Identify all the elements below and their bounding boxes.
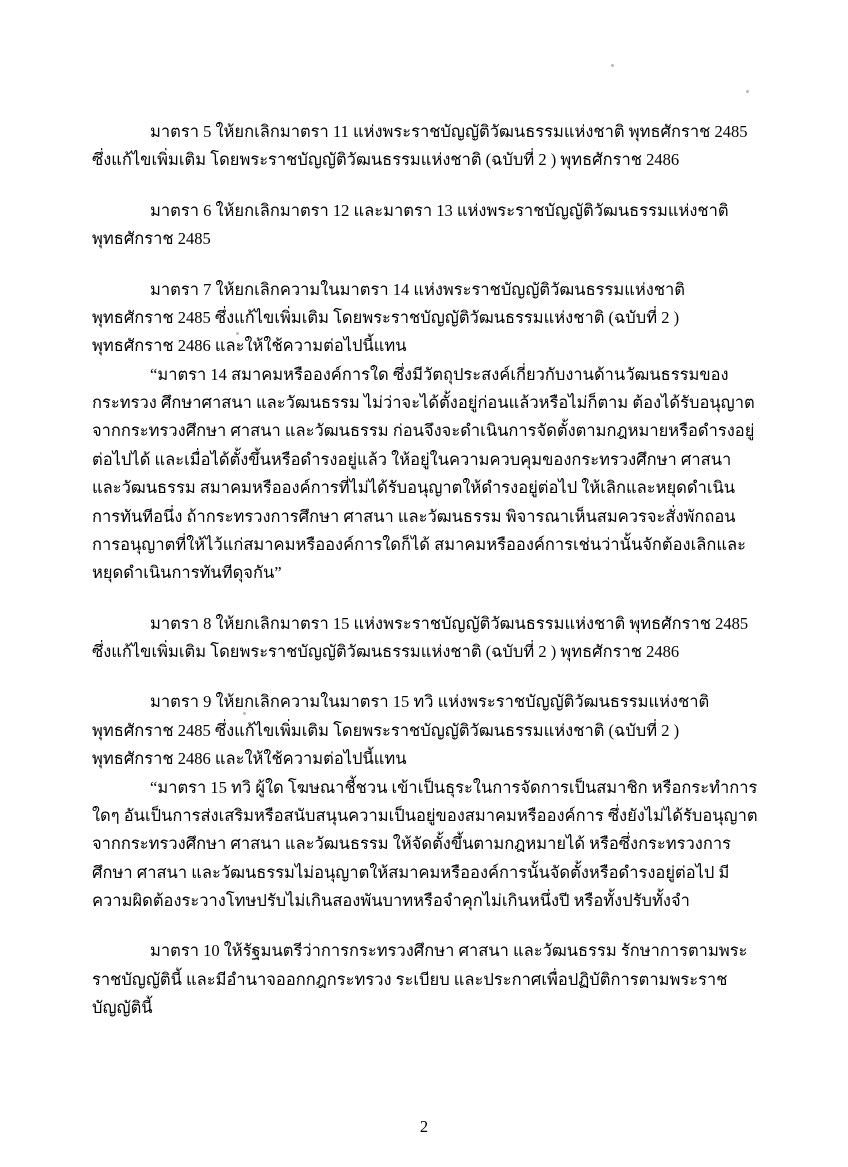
paragraph-spacer bbox=[92, 254, 758, 276]
scan-speck bbox=[243, 712, 246, 715]
paragraph-section-9 bbox=[92, 688, 758, 773]
paragraph-section-5 bbox=[92, 118, 758, 175]
paragraph-section-6 bbox=[92, 197, 758, 254]
paragraph-text: “มาตรา 14 สมาคมหรือองค์การใด ซึ่งมีวัตถุประสงค์เกี่ยวกับงานด้านวัฒนธรรมของกระทรวง ศึกษาศาสนา และวัฒนธรรม ไม่ว่าจะได้ตั้งอยู่ก่อนแล้วหรือไม่ก็ตาม ต้องได้รับอนุญาตจากกระทรวงศึกษา ศาสนา และวัฒนธรรม ก่อนจึงจะดำเนินการจัดตั้งตามกฎหมายหรือดำรงอยู่ต่อไปได้ และเมื่อได้ตั้งขึ้นหรือดำรงอยู่แล้ว ให้อยู่ในความควบคุมของกระทรวงศึกษา ศาสนา และวัฒนธรรม สมาคมหรือองค์การที่ไม่ได้รับอนุญาตให้ดำรงอยู่ต่อไป ให้เลิกและหยุดดำเนินการทันทีอนึ่ง ถ้ากระทรวงการศึกษา ศาสนา และวัฒนธรรม พิจารณาเห็นสมควรจะสั่งพักถอนการอนุญาตที่ให้ไว้แก่สมาคมหรือองค์การใดก็ได้ สมาคมหรือองค์การเช่นว่านั้นจักต้องเลิกและหยุดดำเนินการทันทีดุจกัน” bbox=[92, 364, 755, 583]
scan-speck bbox=[236, 332, 239, 335]
paragraph-spacer bbox=[92, 175, 758, 197]
paragraph-section-15-thawi-quote bbox=[92, 774, 758, 916]
paragraph-spacer bbox=[92, 588, 758, 610]
paragraph-text: “มาตรา 15 ทวิ ผู้ใด โฆษณาชี้ชวน เข้าเป็นธุระในการจัดการเป็นสมาชิก หรือกระทำการใดๆ อันเป็นการส่งเสริมหรือสนับสนุนความเป็นอยู่ของสมาคมหรือองค์การ ซึ่งยังไม่ได้รับอนุญาตจากกระทรวงศึกษา ศาสนา และวัฒนธรรม ให้จัดตั้งขึ้นตามกฎหมายได้ หรือซึ่งกระทรวงการศึกษา ศาสนา และวัฒนธรรมไม่อนุญาตให้สมาคมหรือองค์การนั้นจัดตั้งหรือดำรงอยู่ต่อไป มีความผิดต้องระวางโทษปรับไม่เกินสองพันบาทหรือจำคุกไม่เกินหนึ่งปี หรือทั้งปรับทั้งจำ bbox=[92, 777, 758, 910]
paragraph-spacer bbox=[92, 915, 758, 937]
paragraph-section-8 bbox=[92, 610, 758, 667]
page-number: 2 bbox=[419, 1117, 429, 1136]
document-body bbox=[92, 118, 758, 1023]
paragraph-text: มาตรา 8 ให้ยกเลิกมาตรา 15 แห่งพระราชบัญญัติวัฒนธรรมแห่งชาติ พุทธศักราช 2485 ซึ่งแก้ไขเพิ่มเติม โดยพระราชบัญญัติวัฒนธรรมแห่งชาติ (ฉบับที่ 2 ) พุทธศักราช 2486 bbox=[92, 613, 749, 661]
paragraph-text: มาตรา 5 ให้ยกเลิกมาตรา 11 แห่งพระราชบัญญัติวัฒนธรรมแห่งชาติ พุทธศักราช 2485 ซึ่งแก้ไขเพิ่มเติม โดยพระราชบัญญัติวัฒนธรรมแห่งชาติ (ฉบับที่ 2 ) พุทธศักราช 2486 bbox=[92, 122, 748, 170]
paragraph-spacer bbox=[92, 666, 758, 688]
paragraph-section-10 bbox=[92, 937, 758, 1022]
paragraph-text: มาตรา 6 ให้ยกเลิกมาตรา 12 และมาตรา 13 แห่งพระราชบัญญัติวัฒนธรรมแห่งชาติ พุทธศักราช 2485 bbox=[92, 200, 729, 249]
paragraph-text: มาตรา 7 ให้ยกเลิกความในมาตรา 14 แห่งพระราชบัญญัติวัฒนธรรมแห่งชาติ พุทธศักราช 2485 ซึ่งแก้ไขเพิ่มเติม โดยพระราชบัญญัติวัฒนธรรมแห่งชาติ (ฉบับที่ 2 ) พุทธศักราช 2486 และให้ใช้ความต่อไปนี้แทน bbox=[92, 279, 686, 356]
paragraph-section-14-quote bbox=[92, 361, 758, 588]
paragraph-text: มาตรา 10 ให้รัฐมนตรีว่าการกระทรวงศึกษา ศาสนา และวัฒนธรรม รักษาการตามพระราชบัญญัตินี้ และมีอำนาจออกกฎกระทรวง ระเบียบ และประกาศเพื่อปฏิบัติการตามพระราชบัญญัตินี้ bbox=[92, 941, 748, 1018]
scan-speck bbox=[611, 64, 614, 67]
scan-speck bbox=[746, 90, 749, 93]
paragraph-text: มาตรา 9 ให้ยกเลิกความในมาตรา 15 ทวิ แห่งพระราชบัญญัติวัฒนธรรมแห่งชาติ พุทธศักราช 2485 ซึ่งแก้ไขเพิ่มเติม โดยพระราชบัญญัติวัฒนธรรมแห่งชาติ (ฉบับที่ 2 ) พุทธศักราช 2486 และให้ใช้ความต่อไปนี้แทน bbox=[92, 692, 710, 769]
paragraph-section-7 bbox=[92, 276, 758, 361]
